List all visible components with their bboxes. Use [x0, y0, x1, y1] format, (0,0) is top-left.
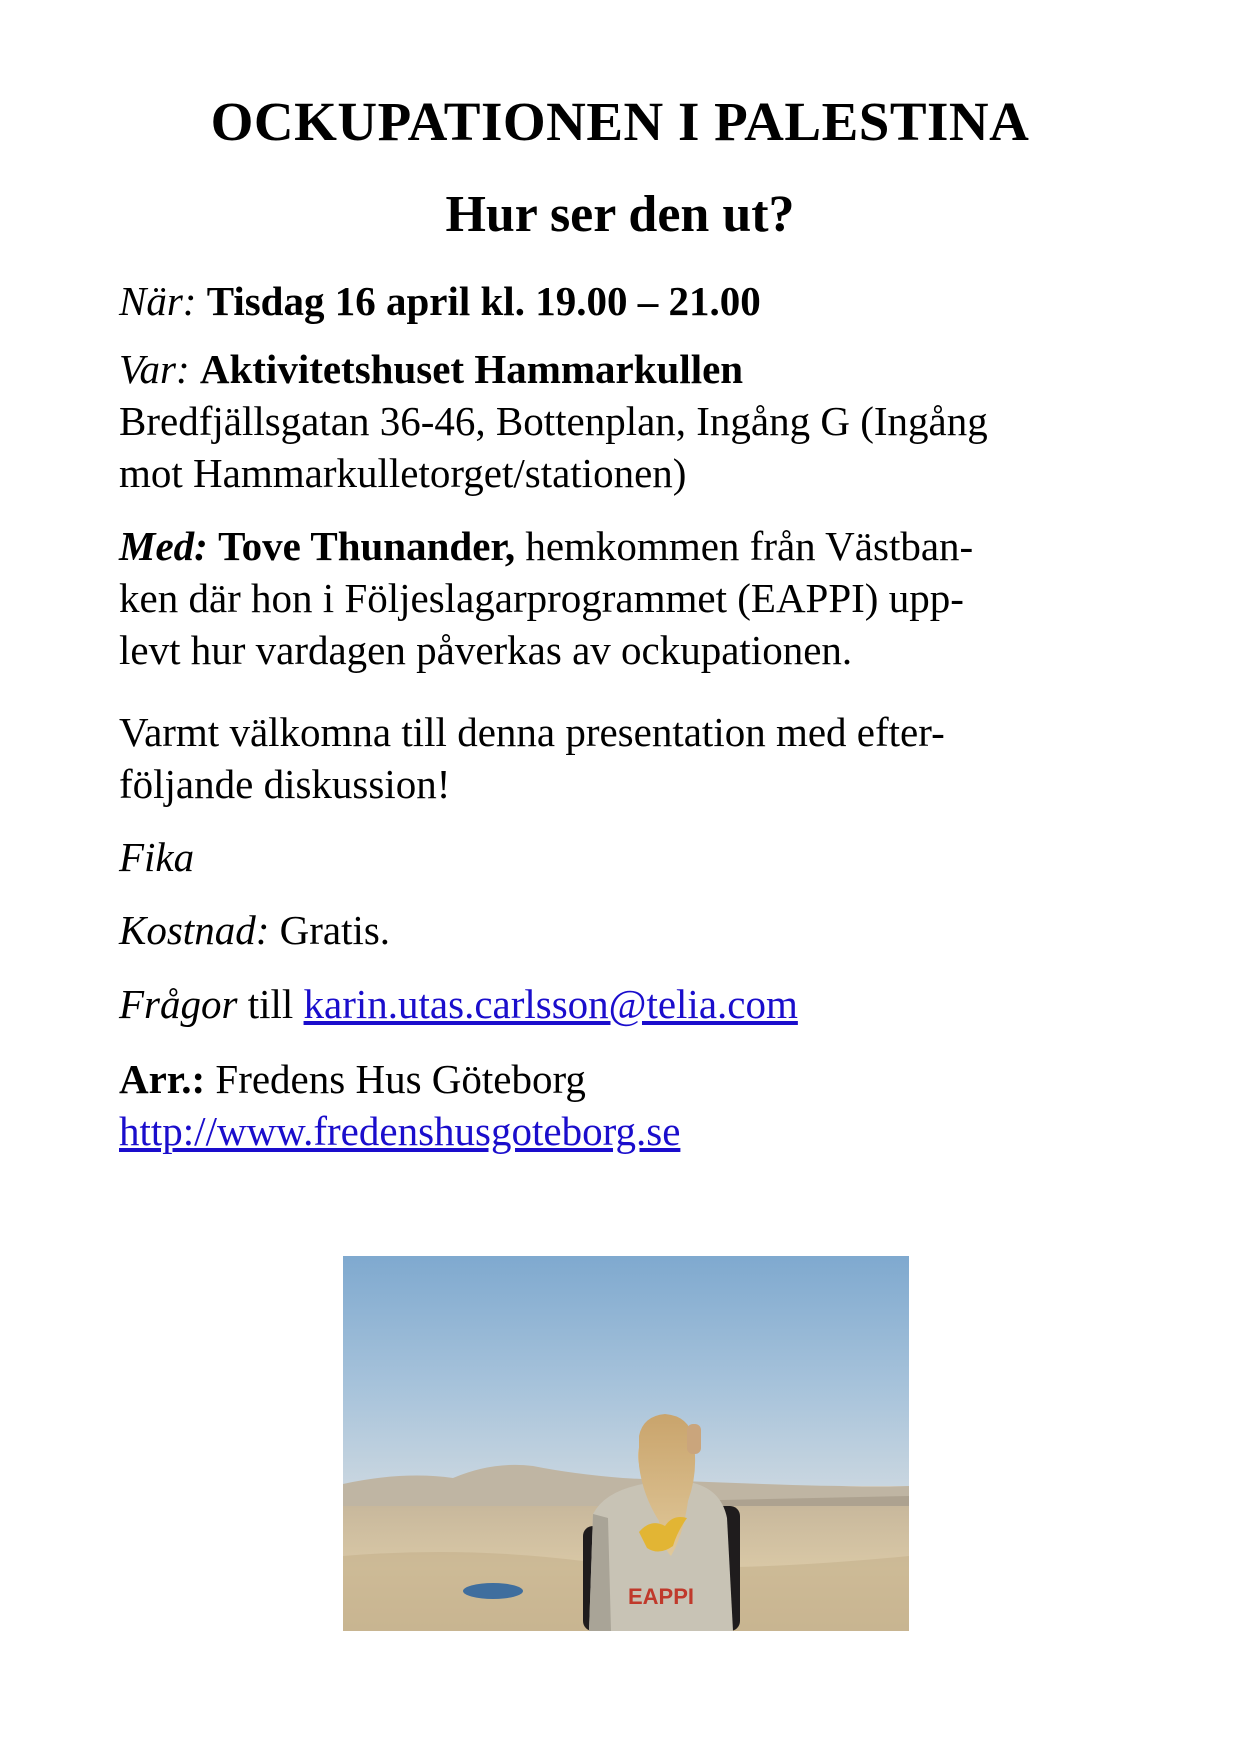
with-line1 [119, 520, 1119, 572]
vest-eappi-text: EAPPI [627, 1584, 695, 1609]
where-block [119, 343, 1119, 499]
welcome-line2: följande diskussion! [119, 761, 451, 807]
page-title: OCKUPATIONEN I PALESTINA [210, 91, 1030, 152]
cost-label: Kostnad: [119, 907, 270, 953]
when-label: När: [119, 278, 197, 324]
questions-line [119, 978, 1119, 1030]
cost-line [119, 904, 1119, 956]
website-link[interactable]: http://www.fredenshusgoteborg.se [119, 1108, 681, 1154]
with-label: Med: [119, 523, 208, 569]
with-line1-rest: hemkommen från Västban- [525, 523, 974, 569]
questions-connector: till [247, 981, 294, 1027]
welcome-block [119, 706, 1119, 810]
with-line3: levt hur vardagen påverkas av ockupationen. [119, 627, 853, 673]
sky [343, 1256, 909, 1486]
blue-tarp [463, 1583, 523, 1599]
where-label: Var: [119, 346, 190, 392]
with-block [119, 520, 1119, 676]
cost-value: Gratis. [279, 907, 391, 953]
volunteer-photo [343, 1256, 909, 1631]
email-link[interactable]: karin.utas.carlsson@telia.com [303, 981, 798, 1027]
when-line [119, 275, 1119, 327]
organizer-label: Arr.: [119, 1056, 206, 1102]
organizer-line [119, 1053, 1119, 1105]
with-line2: ken där hon i Följeslagarprogrammet (EAPPI) upp- [119, 575, 964, 621]
fika-line: Fika [119, 834, 195, 880]
where-venue: Aktivitetshuset Hammarkullen [199, 346, 744, 392]
with-name: Tove Thunander, [218, 523, 516, 569]
organizer-url-line [119, 1105, 1119, 1157]
questions-label: Frågor [119, 981, 238, 1027]
where-address-line2: mot Hammarkulletorget/stationen) [119, 450, 687, 496]
when-value: Tisdag 16 april kl. 19.00 – 21.00 [206, 278, 761, 324]
welcome-line1: Varmt välkomna till denna presentation med efter- [119, 709, 945, 755]
organizer-block [119, 1053, 1119, 1157]
raised-hand [687, 1424, 701, 1454]
page-subtitle: Hur ser den ut? [445, 186, 795, 243]
organizer-name: Fredens Hus Göteborg [215, 1056, 586, 1102]
where-line [119, 343, 1119, 395]
photo-illustration [343, 1256, 909, 1631]
where-address-line1: Bredfjällsgatan 36-46, Bottenplan, Ingång G (Ingång [119, 398, 988, 444]
